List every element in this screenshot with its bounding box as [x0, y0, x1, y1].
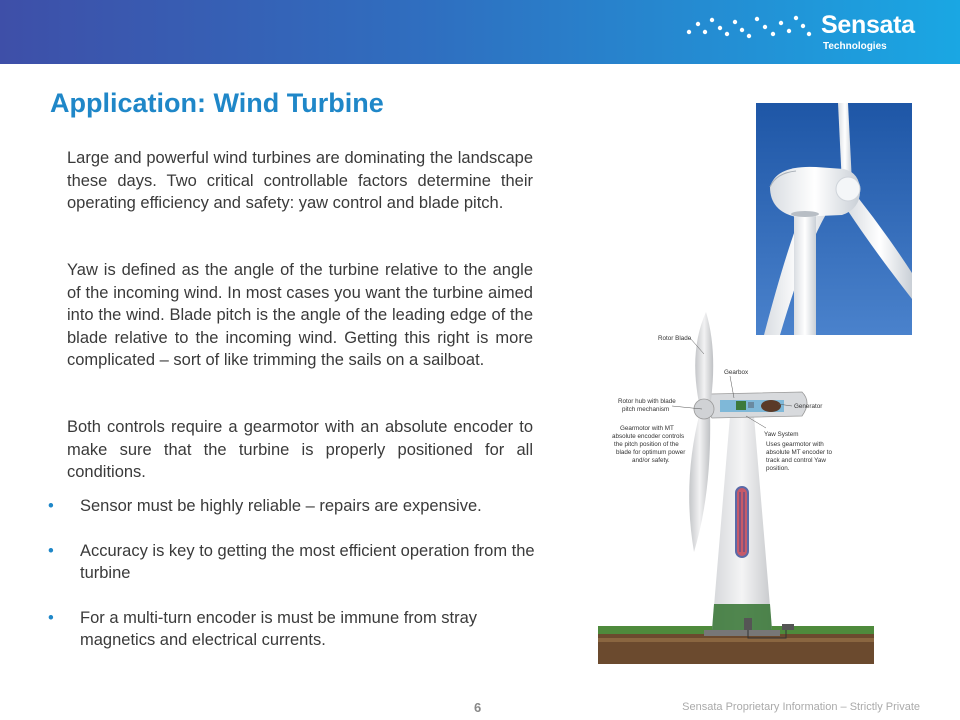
slide-title: Application: Wind Turbine	[50, 88, 384, 118]
bullet-item	[48, 540, 538, 585]
label-generator: Generator	[794, 403, 823, 410]
label-gearmotor-right: position.	[766, 465, 790, 472]
label-yaw-system: Yaw System	[764, 431, 799, 438]
logo-name: Sensata	[821, 11, 915, 39]
turbine-photo	[756, 103, 912, 335]
label-gearmotor-left: the pitch position of the	[614, 441, 679, 448]
bullet-marker: •	[48, 608, 54, 627]
bullet-item	[48, 607, 538, 652]
label-rotor-hub-1: Rotor hub with blade	[618, 398, 676, 405]
logo-dots-icon	[685, 14, 813, 40]
label-gearmotor-left: absolute encoder controls	[612, 433, 685, 440]
bullet-text: Accuracy is key to getting the most efficient operation from the turbine	[80, 541, 535, 582]
turbine-diagram	[596, 312, 876, 668]
bullet-item	[48, 495, 538, 518]
controls-paragraph: Both controls require a gearmotor with an absolute encoder to make sure that the turbine is properly positioned for all conditions.	[67, 418, 533, 481]
label-gearmotor-right: Uses gearmotor with	[766, 441, 824, 448]
intro-paragraph: Large and powerful wind turbines are dominating the landscape these days. Two critical controllable factors determine their operating efficiency and safety: yaw control and blade pitch.	[67, 149, 533, 212]
label-gearmotor-left: Gearmotor with MT	[620, 425, 674, 432]
page-number: 6	[474, 700, 482, 715]
bullet-list	[48, 495, 538, 674]
label-gearmotor-left: blade for optimum power	[616, 449, 686, 456]
bullet-text: Sensor must be highly reliable – repairs are expensive.	[80, 497, 482, 515]
header-banner	[0, 0, 960, 64]
logo-subtitle: Technologies	[823, 41, 887, 52]
label-rotor-hub-2: pitch mechanism	[622, 406, 670, 413]
bullet-text: For a multi-turn encoder is must be immune from stray magnetics and electrical currents.	[80, 608, 478, 649]
label-rotor-blade: Rotor Blade	[658, 335, 692, 342]
label-gearmotor-left: and/or safety.	[632, 457, 670, 464]
sensata-logo	[685, 10, 920, 56]
label-gearmotor-right: track and control Yaw	[766, 457, 826, 464]
yaw-paragraph: Yaw is defined as the angle of the turbine relative to the angle of the incoming wind. In most cases you want the turbine aimed into the wind. Blade pitch is the angle of the leading edge of the blade relative to the incoming wind. Getting this right is more complicated – sort of like trimming the sails on a sailboat.	[67, 261, 533, 369]
footer-confidentiality: Sensata Proprietary Information – Strictly Private	[682, 701, 920, 713]
label-gearmotor-right: absolute MT encoder to	[766, 449, 833, 456]
bullet-marker: •	[48, 541, 54, 560]
label-gearbox: Gearbox	[724, 369, 749, 376]
bullet-marker: •	[48, 497, 54, 515]
